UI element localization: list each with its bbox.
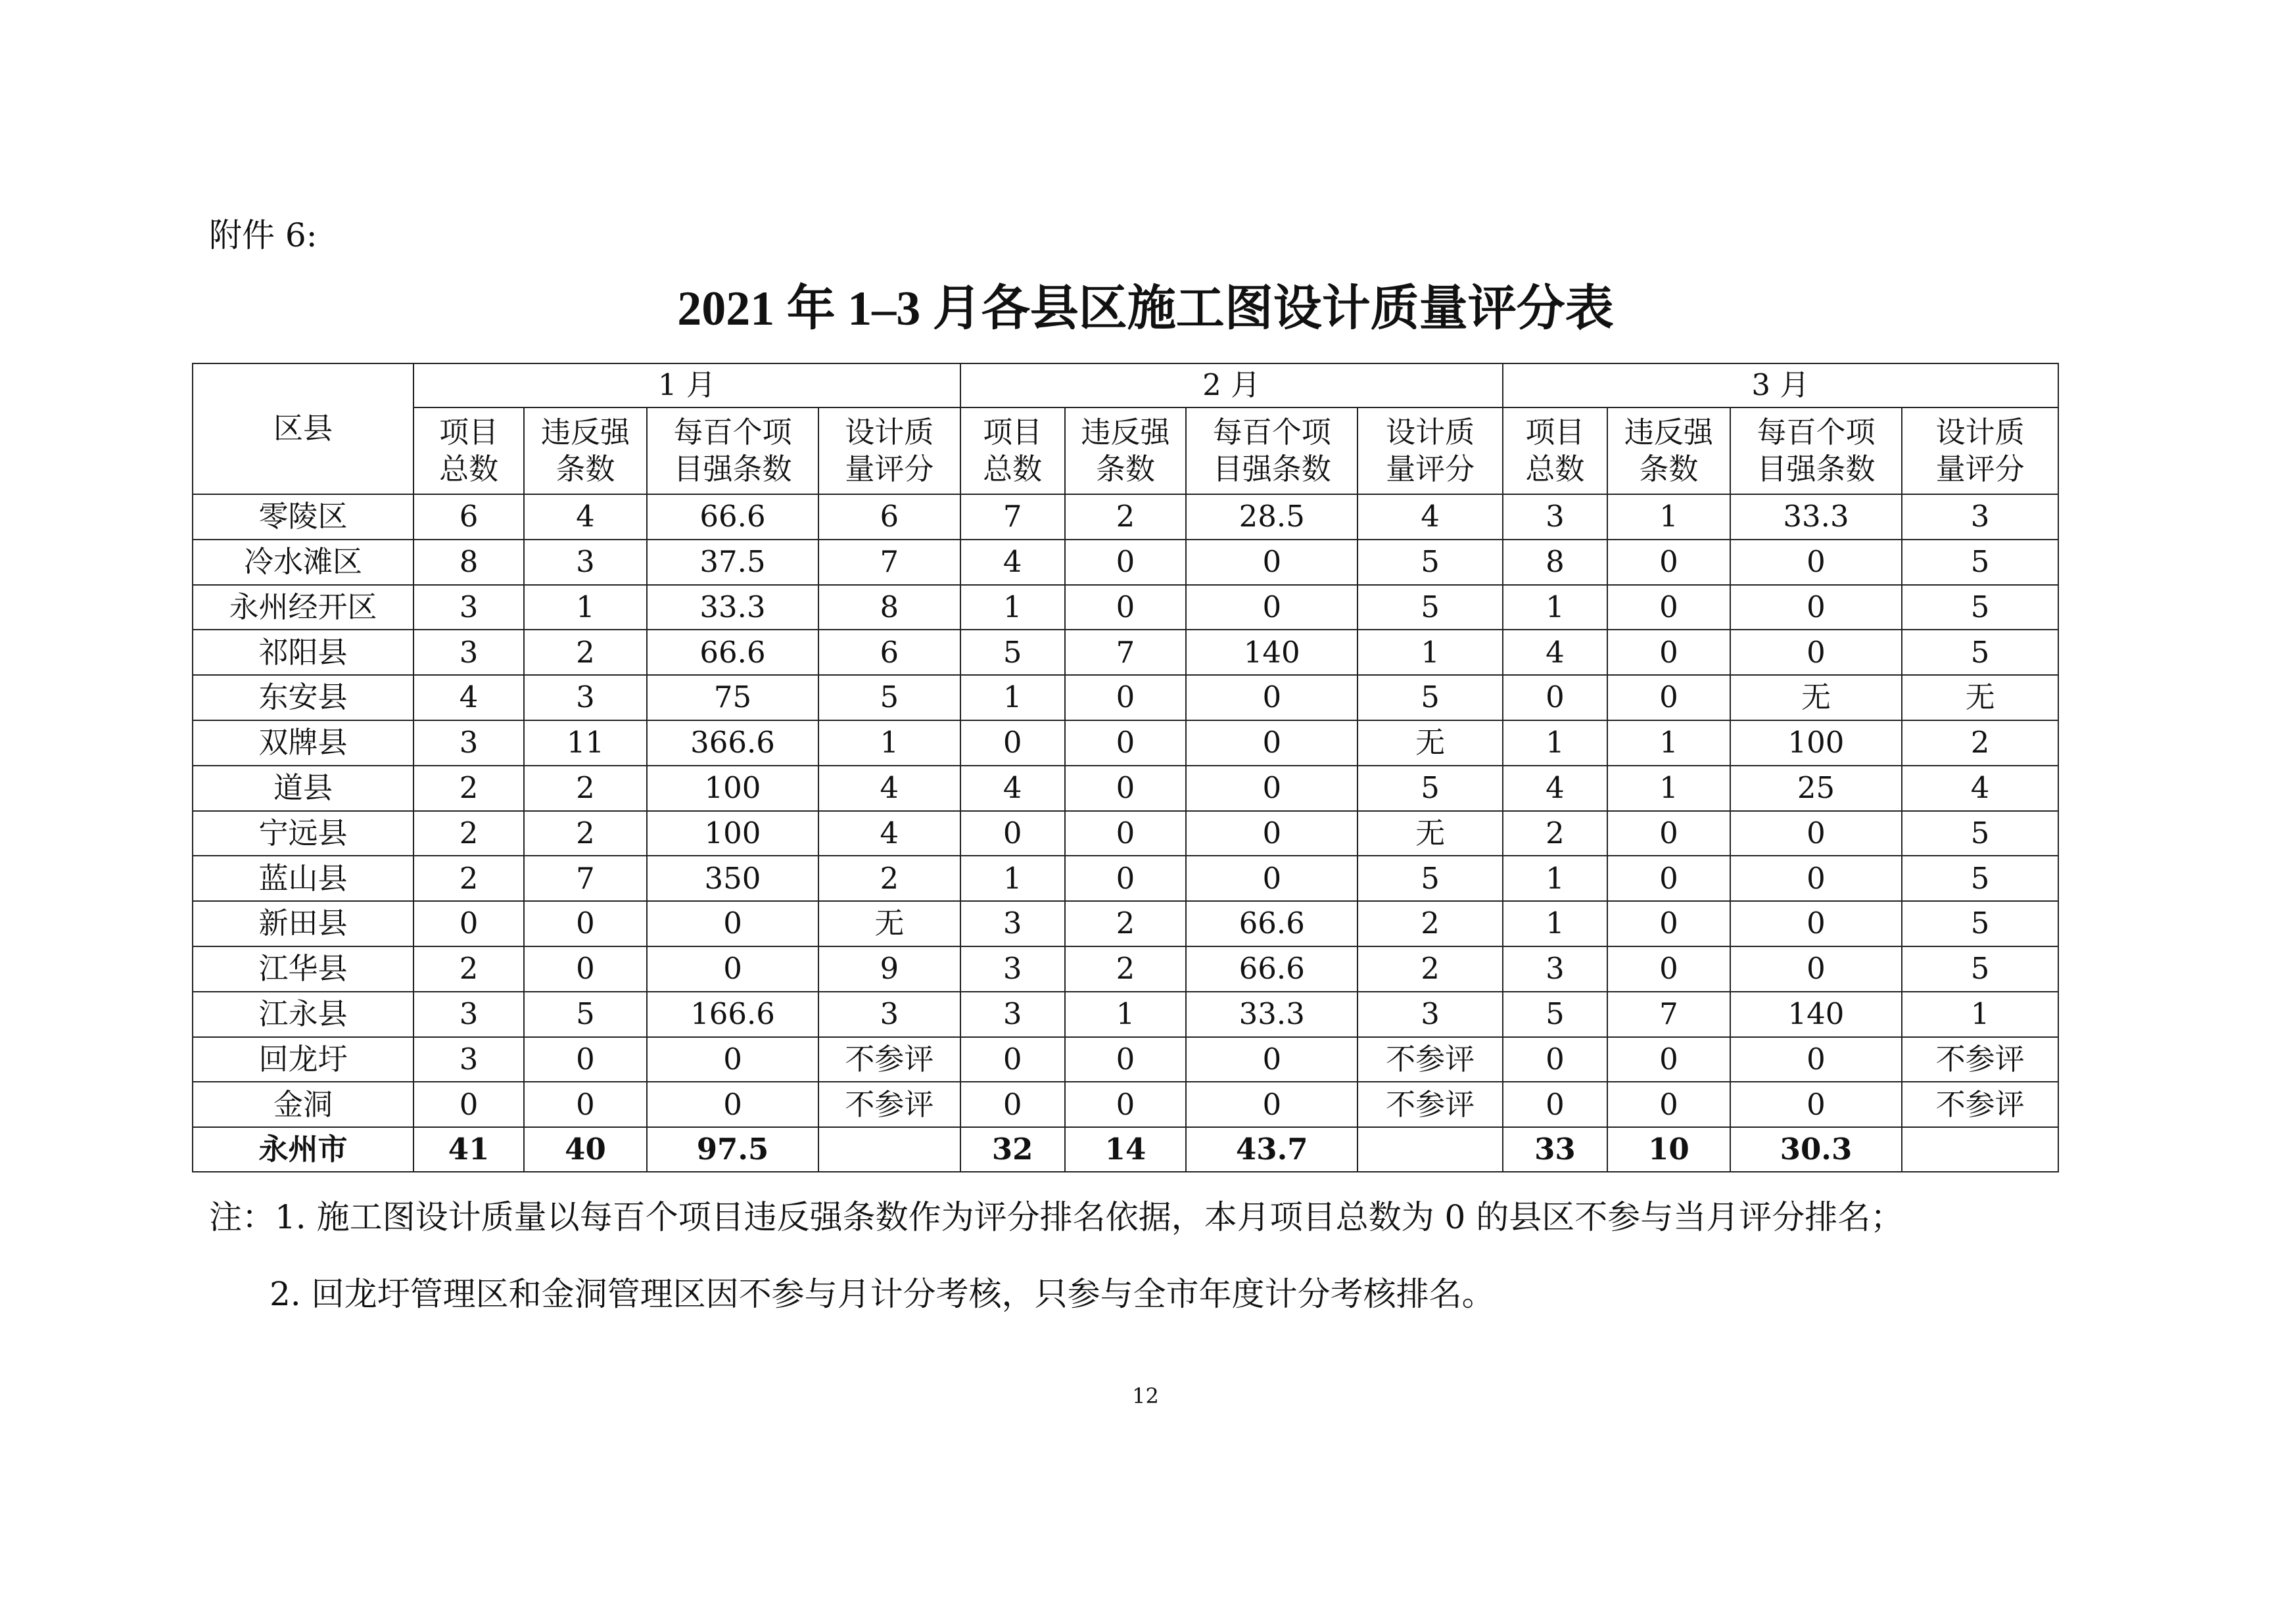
table-row <box>193 856 2058 901</box>
value-cell: 3 <box>1902 494 2058 540</box>
value-cell: 5 <box>1902 540 2058 585</box>
value-cell: 0 <box>1503 1082 1607 1127</box>
value-cell: 5 <box>1902 946 2058 992</box>
value-cell: 2 <box>1503 811 1607 856</box>
sub-header-m3-1: 违反强 条数 <box>1607 407 1730 494</box>
attachment-label: 附件 6: <box>209 216 318 254</box>
value-cell: 3 <box>1503 946 1607 992</box>
value-cell: 0 <box>1186 720 1358 766</box>
value-cell: 8 <box>413 540 524 585</box>
page-number: 12 <box>1132 1383 1159 1408</box>
value-cell: 0 <box>1730 585 1902 630</box>
value-cell: 5 <box>1902 630 2058 675</box>
value-cell: 75 <box>647 675 818 720</box>
table-row <box>193 720 2058 766</box>
value-cell: 11 <box>524 720 647 766</box>
value-cell: 33.3 <box>647 585 818 630</box>
value-cell: 2 <box>524 811 647 856</box>
value-cell: 0 <box>1065 811 1186 856</box>
value-cell: 1 <box>1503 901 1607 946</box>
value-cell: 5 <box>818 675 960 720</box>
value-cell: 66.6 <box>1186 946 1358 992</box>
value-cell: 0 <box>524 1082 647 1127</box>
value-cell: 3 <box>413 585 524 630</box>
value-cell: 0 <box>1065 1037 1186 1082</box>
value-cell: 3 <box>413 720 524 766</box>
value-cell: 0 <box>1186 540 1358 585</box>
value-cell: 不参评 <box>1902 1082 2058 1127</box>
value-cell: 0 <box>1065 540 1186 585</box>
total-value-cell: 14 <box>1065 1127 1186 1172</box>
table-row <box>193 630 2058 675</box>
value-cell: 0 <box>1607 811 1730 856</box>
total-value-cell <box>1358 1127 1502 1172</box>
value-cell: 0 <box>1186 856 1358 901</box>
table-row <box>193 1037 2058 1082</box>
sub-header-m3-3: 设计质 量评分 <box>1902 407 2058 494</box>
value-cell: 3 <box>960 992 1065 1037</box>
value-cell: 0 <box>960 1082 1065 1127</box>
value-cell: 28.5 <box>1186 494 1358 540</box>
value-cell: 2 <box>413 856 524 901</box>
value-cell: 4 <box>524 494 647 540</box>
value-cell: 1 <box>1503 720 1607 766</box>
value-cell: 3 <box>413 992 524 1037</box>
value-cell: 1 <box>1503 585 1607 630</box>
value-cell: 37.5 <box>647 540 818 585</box>
value-cell: 4 <box>818 766 960 811</box>
value-cell: 0 <box>1607 630 1730 675</box>
value-cell: 5 <box>960 630 1065 675</box>
total-value-cell: 32 <box>960 1127 1065 1172</box>
table-row <box>193 494 2058 540</box>
value-cell: 0 <box>647 1037 818 1082</box>
value-cell: 3 <box>524 540 647 585</box>
value-cell: 5 <box>1902 585 2058 630</box>
value-cell: 不参评 <box>1358 1037 1502 1082</box>
value-cell: 3 <box>960 946 1065 992</box>
value-cell: 2 <box>1065 946 1186 992</box>
value-cell: 0 <box>1607 946 1730 992</box>
value-cell: 0 <box>1730 540 1902 585</box>
value-cell: 7 <box>524 856 647 901</box>
sub-header-m3-0: 项目 总数 <box>1503 407 1607 494</box>
value-cell: 140 <box>1186 630 1358 675</box>
value-cell: 5 <box>1358 540 1502 585</box>
value-cell: 0 <box>1186 811 1358 856</box>
sub-header-m2-3: 设计质 量评分 <box>1358 407 1502 494</box>
value-cell: 140 <box>1730 992 1902 1037</box>
value-cell: 5 <box>1358 766 1502 811</box>
note-1: 注：1. 施工图设计质量以每百个项目违反强条数作为评分排名依据，本月项目总数为 0 的县区不参与当月评分排名； <box>209 1198 1904 1236</box>
value-cell: 0 <box>1186 1037 1358 1082</box>
value-cell: 3 <box>960 901 1065 946</box>
region-name-cell: 双牌县 <box>193 720 413 766</box>
total-value-cell: 40 <box>524 1127 647 1172</box>
value-cell: 33.3 <box>1186 992 1358 1037</box>
value-cell: 0 <box>1730 946 1902 992</box>
value-cell: 0 <box>1065 766 1186 811</box>
value-cell: 66.6 <box>647 494 818 540</box>
value-cell: 0 <box>960 720 1065 766</box>
value-cell: 366.6 <box>647 720 818 766</box>
value-cell: 2 <box>524 630 647 675</box>
value-cell: 25 <box>1730 766 1902 811</box>
value-cell: 0 <box>647 946 818 992</box>
value-cell: 0 <box>1503 1037 1607 1082</box>
value-cell: 7 <box>960 494 1065 540</box>
value-cell: 5 <box>524 992 647 1037</box>
value-cell: 66.6 <box>647 630 818 675</box>
region-name-cell: 东安县 <box>193 675 413 720</box>
table-row <box>193 585 2058 630</box>
value-cell: 7 <box>1607 992 1730 1037</box>
value-cell: 0 <box>413 1082 524 1127</box>
table-row <box>193 946 2058 992</box>
value-cell: 0 <box>1186 766 1358 811</box>
region-name-cell: 蓝山县 <box>193 856 413 901</box>
value-cell: 4 <box>1358 494 1502 540</box>
value-cell: 100 <box>647 766 818 811</box>
region-name-cell: 回龙圩 <box>193 1037 413 1082</box>
value-cell: 0 <box>413 901 524 946</box>
value-cell: 1 <box>818 720 960 766</box>
total-value-cell: 33 <box>1503 1127 1607 1172</box>
sub-header-m1-0: 项目 总数 <box>413 407 524 494</box>
region-name-cell: 道县 <box>193 766 413 811</box>
value-cell: 0 <box>1607 540 1730 585</box>
value-cell: 5 <box>1902 811 2058 856</box>
value-cell: 3 <box>1358 992 1502 1037</box>
value-cell: 3 <box>413 1037 524 1082</box>
value-cell: 1 <box>960 675 1065 720</box>
value-cell: 无 <box>1902 675 2058 720</box>
value-cell: 0 <box>1730 811 1902 856</box>
value-cell: 3 <box>1503 494 1607 540</box>
total-name-cell: 永州市 <box>193 1127 413 1172</box>
total-row <box>193 1127 2058 1172</box>
region-name-cell: 金洞 <box>193 1082 413 1127</box>
value-cell: 不参评 <box>818 1037 960 1082</box>
total-value-cell <box>1902 1127 2058 1172</box>
region-header: 区县 <box>193 363 413 494</box>
value-cell: 无 <box>818 901 960 946</box>
total-value-cell: 97.5 <box>647 1127 818 1172</box>
value-cell: 0 <box>1065 856 1186 901</box>
sub-header-m2-1: 违反强 条数 <box>1065 407 1186 494</box>
table-row <box>193 811 2058 856</box>
region-name-cell: 宁远县 <box>193 811 413 856</box>
value-cell: 0 <box>524 901 647 946</box>
value-cell: 350 <box>647 856 818 901</box>
region-name-cell: 零陵区 <box>193 494 413 540</box>
value-cell: 1 <box>1607 766 1730 811</box>
value-cell: 1 <box>1358 630 1502 675</box>
value-cell: 7 <box>818 540 960 585</box>
value-cell: 无 <box>1730 675 1902 720</box>
sub-header-m1-2: 每百个项 目强条数 <box>647 407 818 494</box>
value-cell: 0 <box>524 1037 647 1082</box>
region-name-cell: 冷水滩区 <box>193 540 413 585</box>
value-cell: 1 <box>1503 856 1607 901</box>
value-cell: 2 <box>524 766 647 811</box>
value-cell: 6 <box>413 494 524 540</box>
sub-header-m2-0: 项目 总数 <box>960 407 1065 494</box>
value-cell: 不参评 <box>1902 1037 2058 1082</box>
value-cell: 4 <box>960 540 1065 585</box>
value-cell: 1 <box>524 585 647 630</box>
value-cell: 0 <box>960 811 1065 856</box>
month-header-1: 1 月 <box>413 363 960 407</box>
value-cell: 无 <box>1358 720 1502 766</box>
value-cell: 0 <box>1186 585 1358 630</box>
month-header-3: 3 月 <box>1503 363 2058 407</box>
value-cell: 0 <box>960 1037 1065 1082</box>
value-cell: 5 <box>1503 992 1607 1037</box>
region-name-cell: 永州经开区 <box>193 585 413 630</box>
value-cell: 0 <box>524 946 647 992</box>
value-cell: 4 <box>1902 766 2058 811</box>
value-cell: 0 <box>1065 720 1186 766</box>
value-cell: 0 <box>1065 585 1186 630</box>
value-cell: 2 <box>1902 720 2058 766</box>
month-header-2: 2 月 <box>960 363 1503 407</box>
table-row <box>193 901 2058 946</box>
value-cell: 0 <box>1607 901 1730 946</box>
value-cell: 4 <box>960 766 1065 811</box>
value-cell: 3 <box>818 992 960 1037</box>
value-cell: 4 <box>1503 766 1607 811</box>
value-cell: 2 <box>413 766 524 811</box>
value-cell: 7 <box>1065 630 1186 675</box>
value-cell: 33.3 <box>1730 494 1902 540</box>
value-cell: 2 <box>1065 901 1186 946</box>
region-name-cell: 江永县 <box>193 992 413 1037</box>
value-cell: 2 <box>413 811 524 856</box>
table-row <box>193 766 2058 811</box>
value-cell: 不参评 <box>818 1082 960 1127</box>
region-name-cell: 祁阳县 <box>193 630 413 675</box>
value-cell: 3 <box>413 630 524 675</box>
sub-header-m1-1: 违反强 条数 <box>524 407 647 494</box>
value-cell: 1 <box>1902 992 2058 1037</box>
value-cell: 0 <box>1607 675 1730 720</box>
value-cell: 0 <box>1607 856 1730 901</box>
value-cell: 0 <box>1730 901 1902 946</box>
value-cell: 8 <box>1503 540 1607 585</box>
value-cell: 0 <box>1065 675 1186 720</box>
value-cell: 5 <box>1902 856 2058 901</box>
table-row <box>193 540 2058 585</box>
value-cell: 0 <box>1607 585 1730 630</box>
value-cell: 8 <box>818 585 960 630</box>
value-cell: 5 <box>1902 901 2058 946</box>
value-cell: 0 <box>1730 1037 1902 1082</box>
value-cell: 0 <box>647 901 818 946</box>
value-cell: 2 <box>818 856 960 901</box>
value-cell: 0 <box>647 1082 818 1127</box>
notes <box>209 1190 1903 1322</box>
total-value-cell: 43.7 <box>1186 1127 1358 1172</box>
total-value-cell <box>818 1127 960 1172</box>
value-cell: 2 <box>1358 901 1502 946</box>
value-cell: 66.6 <box>1186 901 1358 946</box>
value-cell: 0 <box>1730 856 1902 901</box>
value-cell: 无 <box>1358 811 1502 856</box>
region-name-cell: 新田县 <box>193 901 413 946</box>
value-cell: 1 <box>960 585 1065 630</box>
value-cell: 5 <box>1358 675 1502 720</box>
value-cell: 1 <box>960 856 1065 901</box>
value-cell: 4 <box>818 811 960 856</box>
value-cell: 0 <box>1607 1037 1730 1082</box>
value-cell: 2 <box>1358 946 1502 992</box>
table-row <box>193 675 2058 720</box>
value-cell: 5 <box>1358 856 1502 901</box>
value-cell: 2 <box>1065 494 1186 540</box>
value-cell: 3 <box>524 675 647 720</box>
value-cell: 0 <box>1186 1082 1358 1127</box>
region-name-cell: 江华县 <box>193 946 413 992</box>
value-cell: 166.6 <box>647 992 818 1037</box>
value-cell: 0 <box>1503 675 1607 720</box>
value-cell: 4 <box>1503 630 1607 675</box>
total-value-cell: 10 <box>1607 1127 1730 1172</box>
value-cell: 0 <box>1730 630 1902 675</box>
value-cell: 0 <box>1730 1082 1902 1127</box>
table-row <box>193 992 2058 1037</box>
value-cell: 1 <box>1065 992 1186 1037</box>
sub-header-m3-2: 每百个项 目强条数 <box>1730 407 1902 494</box>
sub-header-m1-3: 设计质 量评分 <box>818 407 960 494</box>
value-cell: 2 <box>413 946 524 992</box>
value-cell: 0 <box>1065 1082 1186 1127</box>
note-2: 2. 回龙圩管理区和金洞管理区因不参与月计分考核，只参与全市年度计分考核排名。 <box>270 1275 1495 1313</box>
value-cell: 100 <box>1730 720 1902 766</box>
value-cell: 1 <box>1607 720 1730 766</box>
value-cell: 100 <box>647 811 818 856</box>
value-cell: 5 <box>1358 585 1502 630</box>
value-cell: 0 <box>1186 675 1358 720</box>
value-cell: 1 <box>1607 494 1730 540</box>
value-cell: 9 <box>818 946 960 992</box>
value-cell: 6 <box>818 630 960 675</box>
value-cell: 0 <box>1607 1082 1730 1127</box>
score-table <box>192 363 2059 1172</box>
value-cell: 6 <box>818 494 960 540</box>
table-row <box>193 1082 2058 1127</box>
total-value-cell: 30.3 <box>1730 1127 1902 1172</box>
sub-header-m2-2: 每百个项 目强条数 <box>1186 407 1358 494</box>
document-title: 2021 年 1–3 月各县区施工图设计质量评分表 <box>677 282 1614 336</box>
total-value-cell: 41 <box>413 1127 524 1172</box>
value-cell: 4 <box>413 675 524 720</box>
value-cell: 不参评 <box>1358 1082 1502 1127</box>
